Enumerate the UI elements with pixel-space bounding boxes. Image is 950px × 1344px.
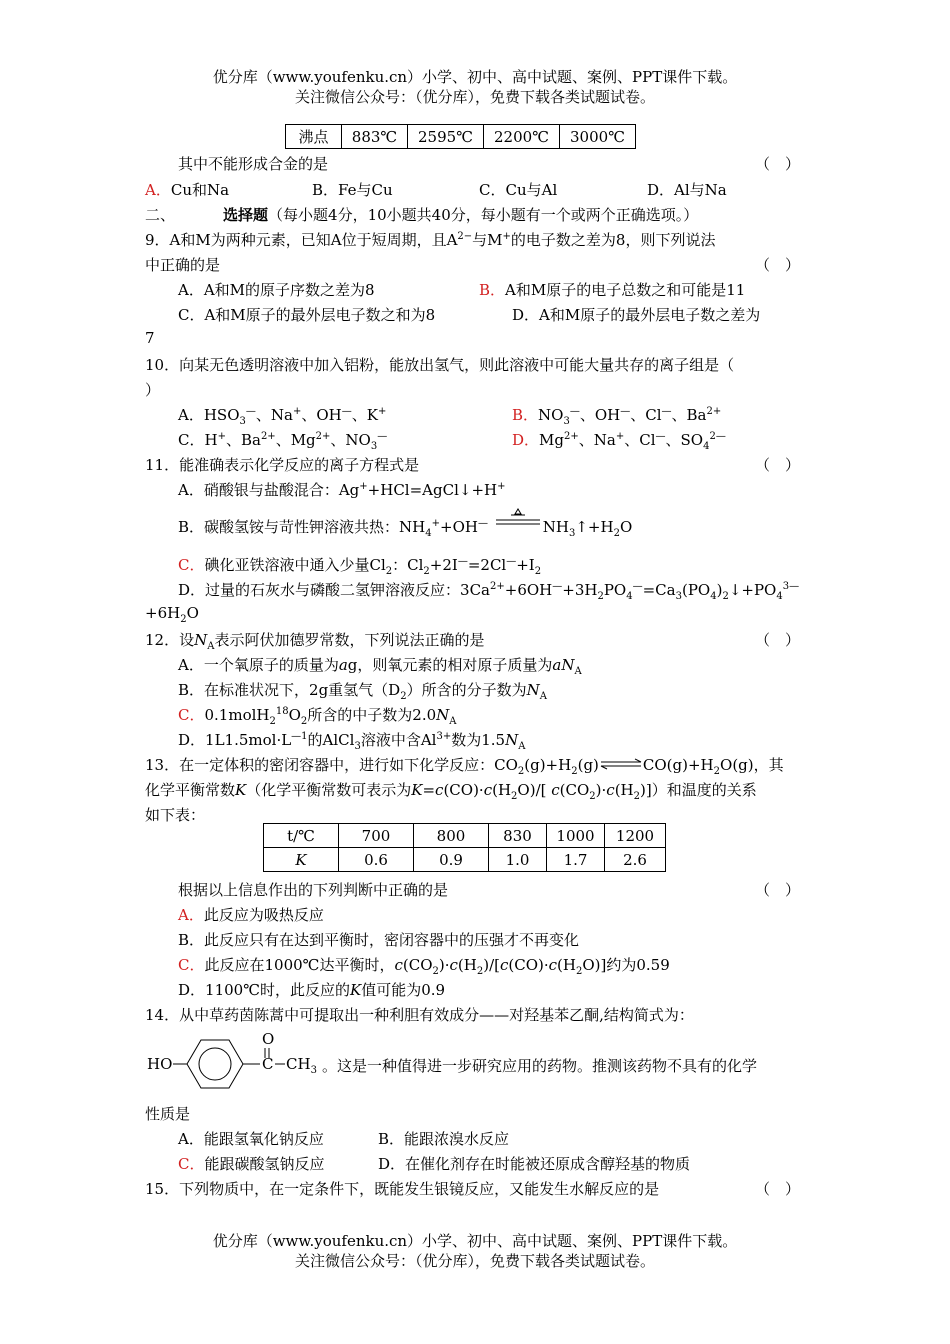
- q10-option-a: A．$HSO_3^—$、Na+、OH—、K+: [178, 406, 387, 427]
- footer-line-2: 关注微信公众号：（优分库），免费下载各类试题试卷。: [294, 1252, 655, 1270]
- q8-option-d: D．Al与Na: [647, 181, 727, 199]
- ho-group: HO: [147, 1055, 173, 1073]
- q10-option-b: B．$NO_3^—$、OH—、Cl—、$Ba^{2+}$: [512, 406, 722, 427]
- q8-option-a: A．Cu和Na: [145, 181, 230, 199]
- q14-stem: 14．从中草药茵陈蒿中可提取出一种利胆有效成分——对羟基苯乙酮,结构简式为：: [145, 1006, 694, 1024]
- q10-option-d: D．$Mg^{2+}$、Na+、Cl—、$SO_4^{2—}$: [512, 431, 726, 452]
- header-line-2: 关注微信公众号：（优分库），免费下载各类试题试卷。: [294, 88, 655, 106]
- answer-paren: （ ）: [755, 631, 801, 649]
- carbonyl-carbon: C: [262, 1055, 274, 1073]
- equilibrium-constant-table: [263, 823, 666, 872]
- answer-paren: （ ）: [755, 256, 801, 274]
- bp-value: 2595℃: [408, 125, 484, 149]
- table-cell: 1.0: [489, 848, 547, 872]
- q8-option-b: B．Fe与Cu: [312, 181, 393, 199]
- q14-after: 。这是一种值得进一步研究应用的药物。推测该药物不具有的化学: [322, 1057, 758, 1075]
- q13-option-d: D．1100℃时，此反应的K值可能为0.9: [178, 981, 446, 999]
- q12-option-a: A．一个氧原子的质量为ag，则氧元素的相对原子质量为$aN_A$: [178, 656, 582, 677]
- q10-option-c: C．H+、$Ba^{2+}$、$Mg^{2+}$、$NO_3^—$: [178, 431, 388, 452]
- answer-paren: （ ）: [755, 881, 801, 899]
- q13-stem-line2: 化学平衡常数K（化学平衡常数可表示为$K=c(CO)\cdot c(H_2O)/$[ $c(CO_2)\cdot c(H_2)$]）和温度的关系: [145, 781, 757, 802]
- table-header-cell: 830: [489, 824, 547, 848]
- q9-option-c: C．A和M原子的最外层电子数之和为8: [178, 306, 436, 324]
- q11-option-d: D．过量的石灰水与磷酸二氢钾溶液反应：$3Ca^{2+}+6OH^—+3H_2PO_4^—=Ca_3(PO_4)_2↓+PO_4^{3—}$: [178, 581, 800, 602]
- q11-option-c: C．碘化亚铁溶液中通入少量$Cl_2$：$Cl_2+2I^—=2Cl^—+I_2$: [178, 556, 542, 577]
- q15-stem: 15．下列物质中，在一定条件下，既能发生银镜反应，又能发生水解反应的是: [145, 1180, 660, 1198]
- q11-stem: 11．能准确表示化学反应的离子方程式是: [145, 456, 420, 474]
- table-header-cell: 1000: [547, 824, 605, 848]
- bp-label: 沸点: [286, 125, 342, 149]
- heat-equals-sign: [493, 521, 543, 535]
- q14-line3: 性质是: [145, 1105, 191, 1123]
- q11-option-b: B．碳酸氢铵与苛性钾溶液共热：$NH_4^++OH^—$ $NH_3↑+H_2O$: [178, 516, 632, 537]
- q8-option-c: C．Cu与Al: [479, 181, 558, 199]
- q11-option-d-cont: $+6H_2O$: [145, 604, 199, 625]
- bp-value: 3000℃: [560, 125, 636, 149]
- bp-value: 883℃: [342, 125, 408, 149]
- q14-option-a: A．能跟氢氧化钠反应: [178, 1130, 324, 1148]
- q12-option-d: D．$1L1.5mol\cdot L^{—1}$的AlCl$_3$溶液中含$Al^{3+}$数为$1.5N_A$: [178, 731, 526, 752]
- q9-option-a: A．A和M的原子序数之差为8: [178, 281, 375, 299]
- q14-option-d: D．在催化剂存在时能被还原成含醇羟基的物质: [378, 1155, 691, 1173]
- answer-paren: （ ）: [755, 1180, 801, 1198]
- table-cell: 0.6: [339, 848, 414, 872]
- q9-option-d: D．A和M原子的最外层电子数之差为: [512, 306, 761, 324]
- q11-option-a: A．硝酸银与盐酸混合：Ag++HCl=AgCl↓+H+: [178, 481, 506, 499]
- q9-option-d-cont: 7: [145, 329, 155, 347]
- methyl-group: $CH_3$: [286, 1055, 317, 1076]
- q9-option-b: B．A和M原子的电子总数之和可能是11: [479, 281, 746, 299]
- q14-option-b: B．能跟浓溴水反应: [378, 1130, 510, 1148]
- boiling-point-table: [285, 124, 636, 149]
- table-header-cell: 1200: [605, 824, 666, 848]
- q13-option-b: B．此反应只有在达到平衡时，密闭容器中的压强才不再变化: [178, 931, 580, 949]
- q13-stem: 13．在一定体积的密闭容器中，进行如下化学反应：$CO_2(g)+H_2(g)$ $CO(g)+H_2O(g)$，其: [145, 756, 784, 777]
- q14-option-c: C．能跟碳酸氢钠反应: [178, 1155, 325, 1173]
- table-cell: 2.6: [605, 848, 666, 872]
- bp-value: 2200℃: [484, 125, 560, 149]
- q10-stem: 10．向某无色透明溶液中加入铝粉，能放出氢气，则此溶液中可能大量共存的离子组是（: [145, 356, 735, 374]
- table-row-label: K: [264, 848, 339, 872]
- q13-option-c: C．此反应在1000℃达平衡时，$c(CO_2)\cdot c(H_2)/[c(CO)\cdot c(H_2O)]$约为0.59: [178, 956, 670, 977]
- answer-paren: （ ）: [755, 456, 801, 474]
- table-cell: 1.7: [547, 848, 605, 872]
- q8-stem: 其中不能形成合金的是: [178, 155, 329, 173]
- q13-judge: 根据以上信息作出的下列判断中正确的是: [178, 881, 449, 899]
- table-header-cell: t/℃: [264, 824, 339, 848]
- table-header-cell: 800: [414, 824, 489, 848]
- carbonyl-oxygen: O: [262, 1030, 275, 1048]
- q9-stem: 9．A和M为两种元素，已知A位于短周期，且$A^{2-}$与M+的电子数之差为8，则下列说法: [145, 231, 716, 249]
- q13-option-a: A．此反应为吸热反应: [178, 906, 324, 924]
- q10-stem-end: ）: [145, 381, 161, 399]
- q12-option-c: C．$0.1molH_2^{18}O_2$所含的中子数为$2.0N_A$: [178, 706, 457, 727]
- footer-line-1: 优分库（www.youfenku.cn）小学、初中、高中试题、案例、PPT课件下载。: [212, 1232, 738, 1250]
- section-heading: 二、 选择题（每小题4分，10小题共40分，每小题有一个或两个正确选项。）: [145, 206, 699, 224]
- q13-stem-line3: 如下表：: [145, 806, 206, 824]
- answer-paren: （ ）: [755, 155, 801, 173]
- structure-formula: [145, 1030, 335, 1090]
- q12-stem: 12．设$N_A$表示阿伏加德罗常数，下列说法正确的是: [145, 631, 485, 652]
- q9-stem-line2: 中正确的是: [145, 256, 221, 274]
- header-line-1: 优分库（www.youfenku.cn）小学、初中、高中试题、案例、PPT课件下载。: [212, 68, 738, 86]
- equilibrium-arrow: [599, 760, 643, 770]
- q12-option-b: B．在标准状况下，2g重氢气$(D_2)$所含的分子数为$N_A$: [178, 681, 547, 702]
- table-cell: 0.9: [414, 848, 489, 872]
- table-header-cell: 700: [339, 824, 414, 848]
